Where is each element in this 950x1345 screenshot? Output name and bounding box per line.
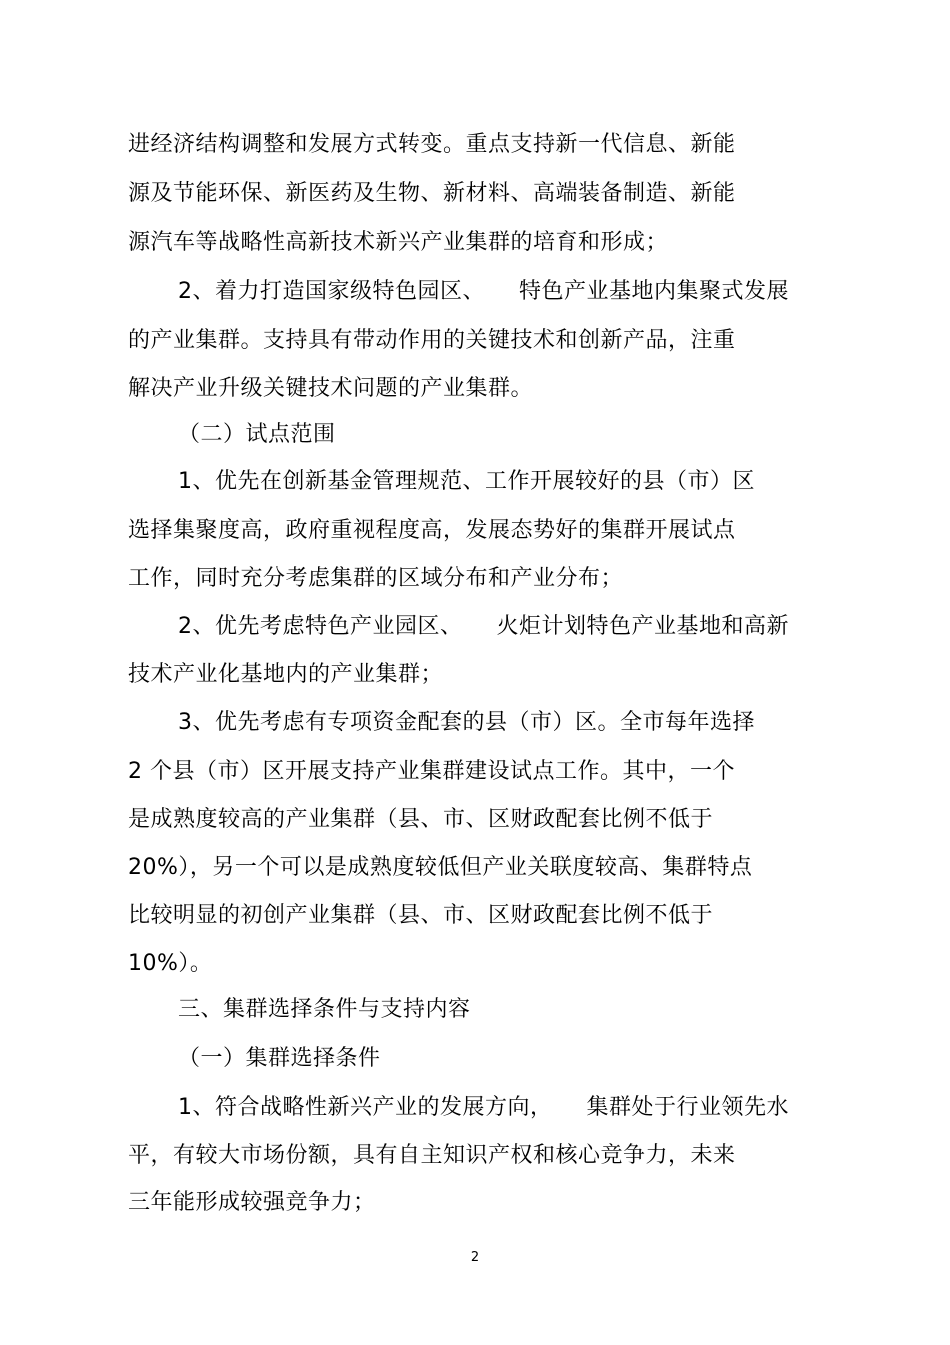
text-line: 3、优先考虑有专项资金配套的县（市）区。全市每年选择 <box>178 710 755 735</box>
text-line: 比较明显的初创产业集群（县、市、区财政配套比例不低于 <box>128 903 714 928</box>
section-heading: （二）试点范围 <box>178 422 336 447</box>
text-line: 2、优先考虑特色产业园区、 火炬计划特色产业基地和高新 <box>178 614 789 639</box>
text-line: 1、符合战略性新兴产业的发展方向， 集群处于行业领先水 <box>178 1095 789 1120</box>
text-line: 1、优先在创新基金管理规范、工作开展较好的县（市）区 <box>178 469 755 494</box>
section-heading: 三、集群选择条件与支持内容 <box>178 997 471 1022</box>
text-line: 的产业集群。支持具有带动作用的关键技术和创新产品，注重 <box>128 328 736 353</box>
text-line: 技术产业化基地内的产业集群； <box>128 662 444 687</box>
page-number: 2 <box>470 1250 480 1265</box>
text-line: 三年能形成较强竞争力； <box>128 1190 376 1215</box>
text-line: 20%），另一个可以是成熟度较低但产业关联度较高、集群特点 <box>128 855 753 880</box>
text-line: 2、着力打造国家级特色园区、 特色产业基地内集聚式发展 <box>178 279 789 304</box>
text-line: 是成熟度较高的产业集群（县、市、区财政配套比例不低于 <box>128 807 714 832</box>
text-line: 源及节能环保、新医药及生物、新材料、高端装备制造、新能 <box>128 181 736 206</box>
text-line: 平，有较大市场份额，具有自主知识产权和核心竞争力，未来 <box>128 1143 736 1168</box>
text-line: 解决产业升级关键技术问题的产业集群。 <box>128 376 534 401</box>
text-line: 工作，同时充分考虑集群的区域分布和产业分布； <box>128 566 624 591</box>
text-line: 源汽车等战略性高新技术新兴产业集群的培育和形成； <box>128 230 669 255</box>
text-line: 10%）。 <box>128 951 213 976</box>
section-heading: （一）集群选择条件 <box>178 1046 381 1071</box>
text-line: 2 个县（市）区开展支持产业集群建设试点工作。其中，一个 <box>128 759 735 784</box>
text-line: 进经济结构调整和发展方式转变。重点支持新一代信息、新能 <box>128 132 736 157</box>
text-line: 选择集聚度高，政府重视程度高，发展态势好的集群开展试点 <box>128 518 736 543</box>
